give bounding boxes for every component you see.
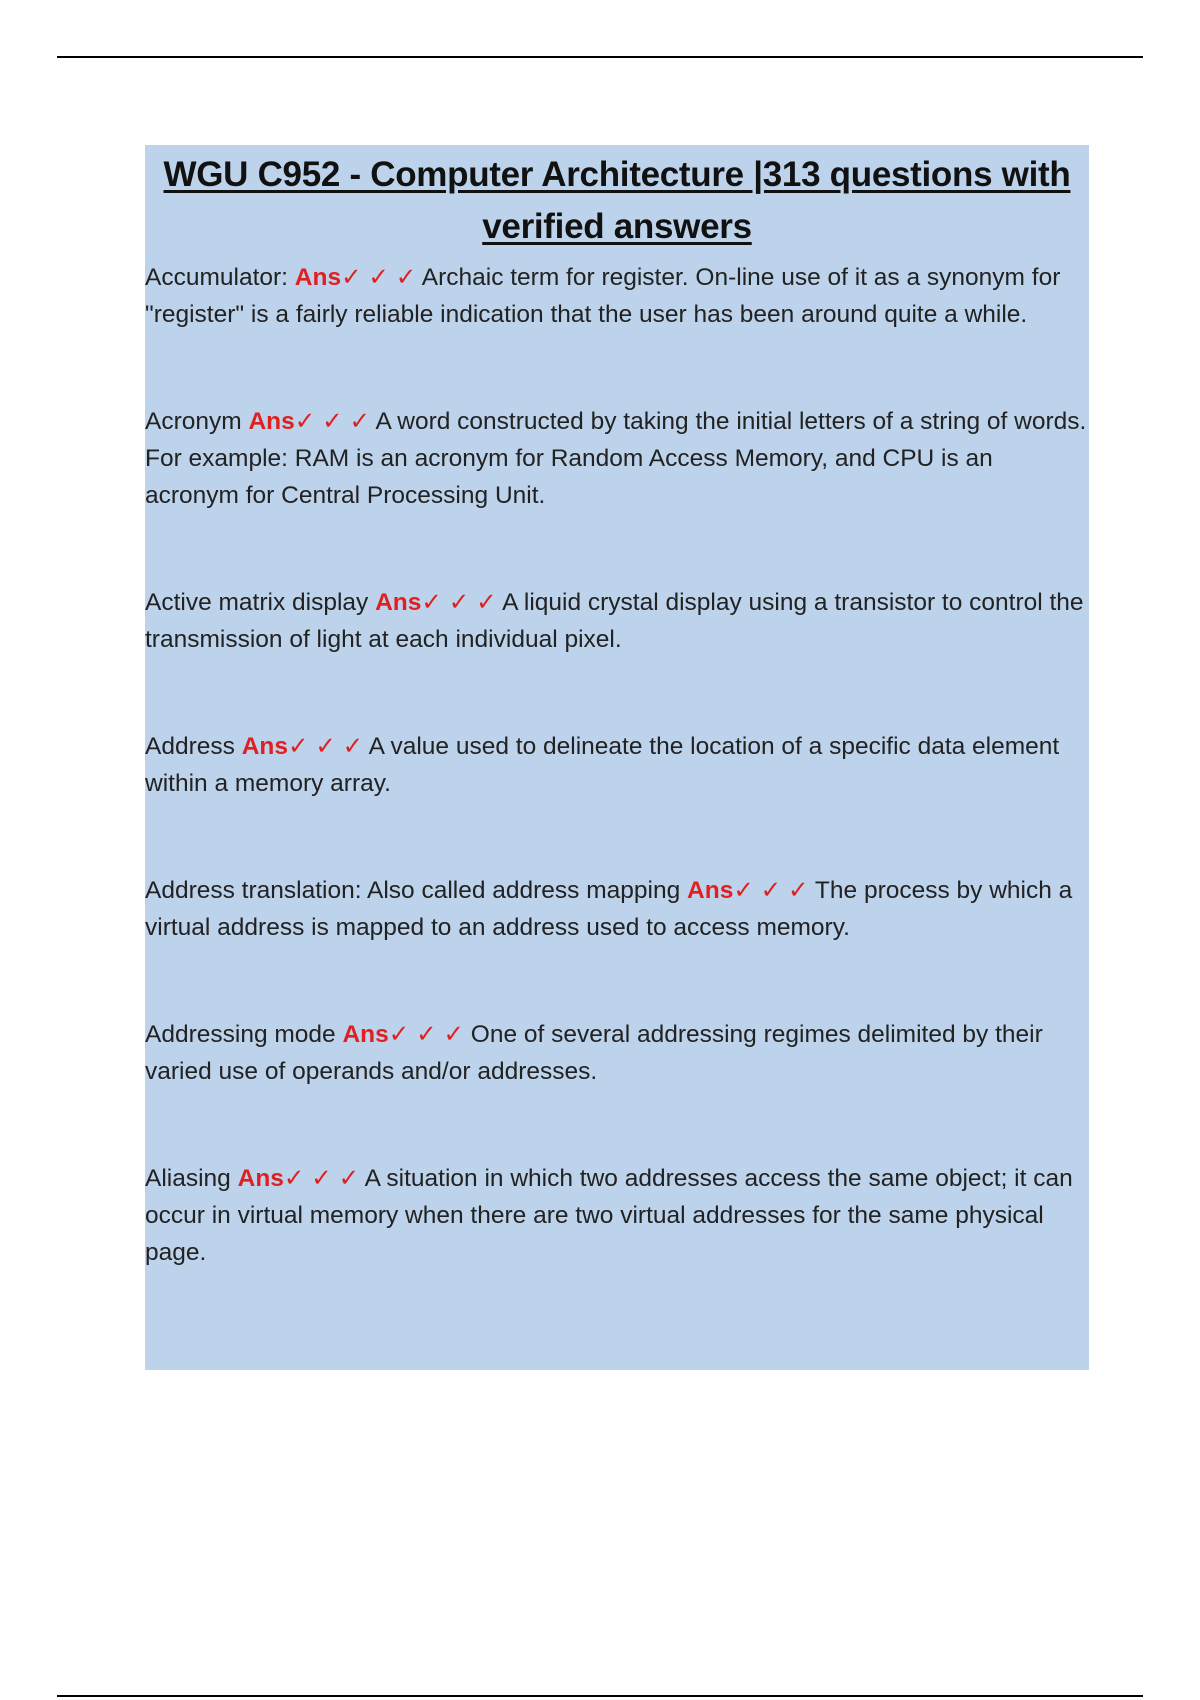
entry-definition: The process by which a virtual address is mapped to an address used to access memory. bbox=[145, 877, 1073, 941]
entry-aliasing bbox=[145, 1160, 1089, 1271]
entry-accumulator bbox=[145, 259, 1089, 333]
entry-acronym bbox=[145, 403, 1089, 514]
entry-addressing-mode bbox=[145, 1016, 1089, 1090]
entry-term: Accumulator: bbox=[145, 264, 288, 291]
entry-list bbox=[145, 259, 1089, 1271]
checkmark-icon: ✓ ✓ ✓ bbox=[388, 1021, 464, 1048]
answer-marker: Ans bbox=[241, 733, 288, 760]
entry-address-translation bbox=[145, 872, 1089, 946]
answer-marker: Ans bbox=[237, 1165, 284, 1192]
checkmark-icon: ✓ ✓ ✓ bbox=[421, 589, 497, 616]
answer-marker: Ans bbox=[687, 877, 734, 904]
entry-definition: A value used to delineate the location of a specific data element within a memory array. bbox=[145, 733, 1060, 797]
checkmark-icon: ✓ ✓ ✓ bbox=[288, 733, 364, 760]
entry-term: Addressing mode bbox=[145, 1021, 336, 1048]
document-title: WGU C952 - Computer Architecture |313 questions with verified answers bbox=[163, 155, 1071, 246]
entry-active-matrix-display bbox=[145, 584, 1089, 658]
footer-rule bbox=[57, 1695, 1143, 1697]
entry-address bbox=[145, 728, 1089, 802]
entry-definition: One of several addressing regimes delimited by their varied use of operands and/or addresses. bbox=[145, 1021, 1043, 1085]
entry-definition: A situation in which two addresses access the same object; it can occur in virtual memory when there are two virtual addresses for the same physical page. bbox=[145, 1165, 1073, 1266]
checkmark-icon: ✓ ✓ ✓ bbox=[733, 877, 809, 904]
checkmark-icon: ✓ ✓ ✓ bbox=[294, 408, 370, 435]
answer-marker: Ans bbox=[342, 1021, 389, 1048]
entry-term: Acronym bbox=[145, 408, 242, 435]
entry-definition: A word constructed by taking the initial letters of a string of words. For example: RAM is an acronym for Random Access Memory, and CPU is an acronym for Central Processing Unit. bbox=[145, 408, 1087, 509]
answer-marker: Ans bbox=[375, 589, 422, 616]
answer-marker: Ans bbox=[248, 408, 295, 435]
header-rule bbox=[57, 56, 1143, 58]
checkmark-icon: ✓ ✓ ✓ bbox=[341, 264, 417, 291]
entry-definition: A liquid crystal display using a transistor to control the transmission of light at each individual pixel. bbox=[145, 589, 1084, 653]
content-panel bbox=[145, 145, 1089, 1370]
entry-definition: Archaic term for register. On-line use of it as a synonym for "register" is a fairly reliable indication that the user has been around quite a while. bbox=[145, 264, 1061, 328]
entry-term: Aliasing bbox=[145, 1165, 231, 1192]
entry-term: Address translation: Also called address mapping bbox=[145, 877, 681, 904]
checkmark-icon: ✓ ✓ ✓ bbox=[283, 1165, 360, 1192]
answer-marker: Ans bbox=[294, 264, 342, 291]
entry-term: Active matrix display bbox=[145, 589, 369, 616]
entry-term: Address bbox=[145, 733, 235, 760]
